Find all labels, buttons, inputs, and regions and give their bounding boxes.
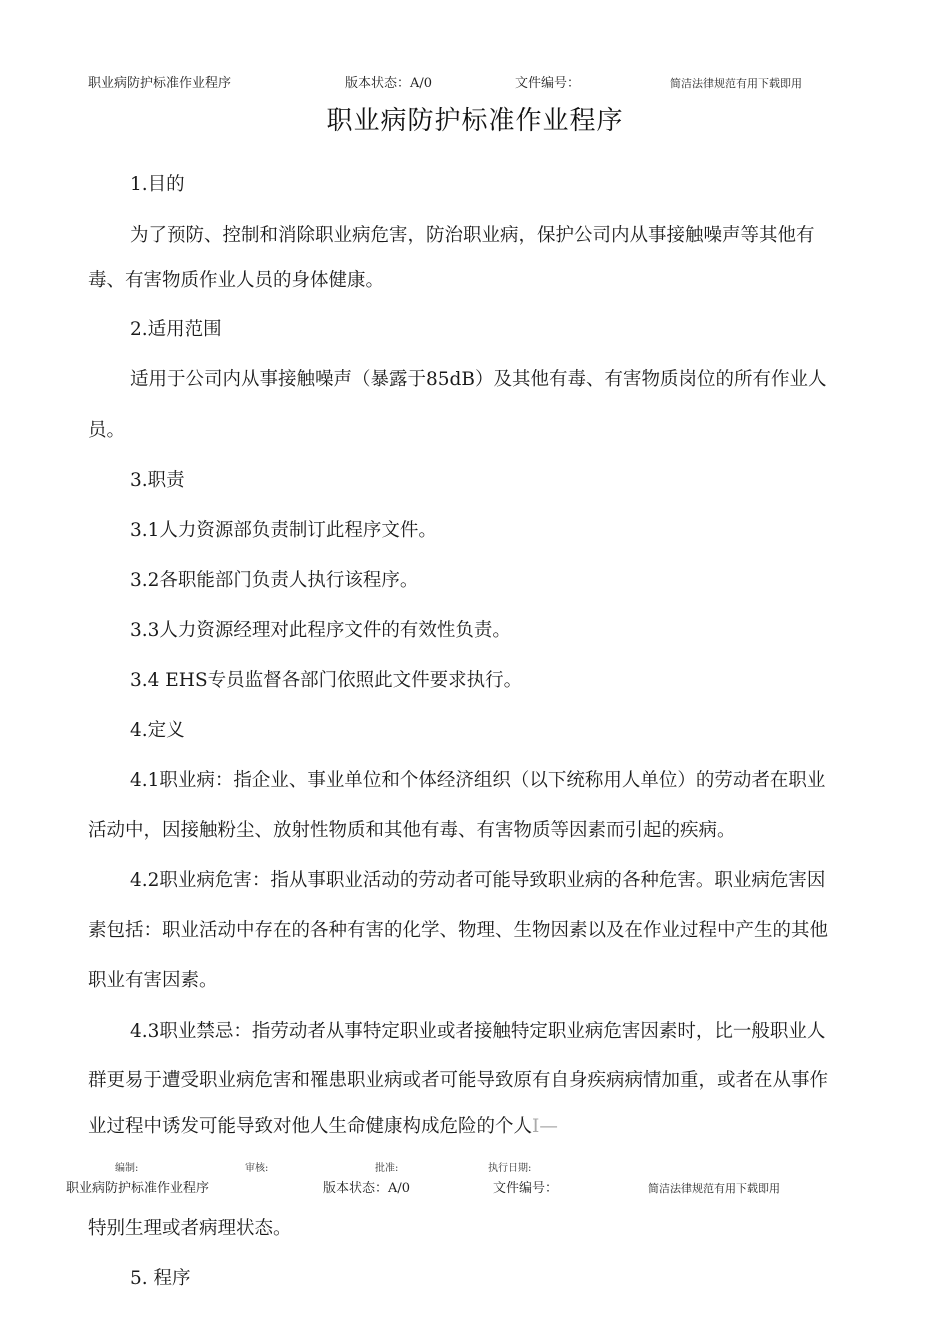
section-4-3-line-4: 特别生理或者病理状态。 (88, 1218, 292, 1239)
section-4-2-line-1: 4.2职业病危害：指从事职业活动的劳动者可能导致职业病的各种危害。职业病危害因 (130, 870, 826, 891)
header-note: 简洁法律规范有用下载即用 (670, 77, 802, 90)
header2-file-no: 文件编号： (493, 1181, 559, 1196)
section-3-4: 3.4 EHS专员监督各部门依照此文件要求执行。 (130, 670, 523, 691)
section-1-body-line-2: 毒、有害物质作业人员的身体健康。 (88, 270, 385, 291)
section-4-3-line-1: 4.3职业禁忌：指劳动者从事特定职业或者接触特定职业病危害因素时，比一般职业人 (130, 1021, 826, 1042)
header2-note: 简洁法律规范有用下载即用 (648, 1182, 780, 1195)
section-1-body-line-1: 为了预防、控制和消除职业病危害，防治职业病，保护公司内从事接触噪声等其他有 (130, 225, 815, 246)
section-2-body-line-1: 适用于公司内从事接触噪声（暴露于85dB）及其他有毒、有害物质岗位的所有作业人 (130, 369, 827, 390)
footer-compile: 编制: (115, 1163, 139, 1174)
section-4-3-line-3-text: 业过程中诱发可能导致对他人生命健康构成危险的个人 (88, 1116, 533, 1137)
section-3-heading: 3.职责 (130, 470, 185, 491)
footer-approve: 批准: (375, 1163, 399, 1174)
header-file-no: 文件编号： (515, 76, 581, 91)
header-doc-name: 职业病防护标准作业程序 (88, 76, 232, 91)
footer-review: 审核: (245, 1163, 269, 1174)
section-4-1-line-1: 4.1职业病：指企业、事业单位和个体经济组织（以下统称用人单位）的劳动者在职业 (130, 770, 826, 791)
section-2-body-line-2: 员。 (88, 420, 126, 441)
section-3-2: 3.2各职能部门负责人执行该程序。 (130, 570, 419, 591)
header-version: 版本状态：A/0 (345, 76, 433, 91)
section-3-3: 3.3人力资源经理对此程序文件的有效性负责。 (130, 620, 511, 641)
section-4-2-line-2: 素包括：职业活动中存在的各种有害的化学、物理、生物因素以及在作业过程中产生的其他 (88, 920, 829, 941)
section-3-1: 3.1人力资源部负责制订此程序文件。 (130, 520, 437, 541)
section-4-1-line-2: 活动中，因接触粉尘、放射性物质和其他有毒、有害物质等因素而引起的疾病。 (88, 820, 736, 841)
section-4-heading: 4.定义 (130, 720, 185, 741)
page-title: 职业病防护标准作业程序 (326, 106, 624, 136)
footer-exec-date: 执行日期: (488, 1163, 532, 1174)
section-4-3-line-3 (88, 1102, 948, 1152)
section-4-2-line-3: 职业有害因素。 (88, 970, 218, 991)
section-5-heading: 5. 程序 (130, 1268, 191, 1289)
section-4-3-line-3-tail: I— (532, 1116, 558, 1137)
section-4-3-line-2: 群更易于遭受职业病危害和罹患职业病或者可能导致原有自身疾病病情加重，或者在从事作 (88, 1070, 829, 1091)
section-2-heading: 2.适用范围 (130, 319, 222, 340)
header2-version: 版本状态：A/0 (323, 1181, 411, 1196)
section-1-heading: 1.目的 (130, 174, 185, 195)
header2-doc-name: 职业病防护标准作业程序 (66, 1181, 210, 1196)
